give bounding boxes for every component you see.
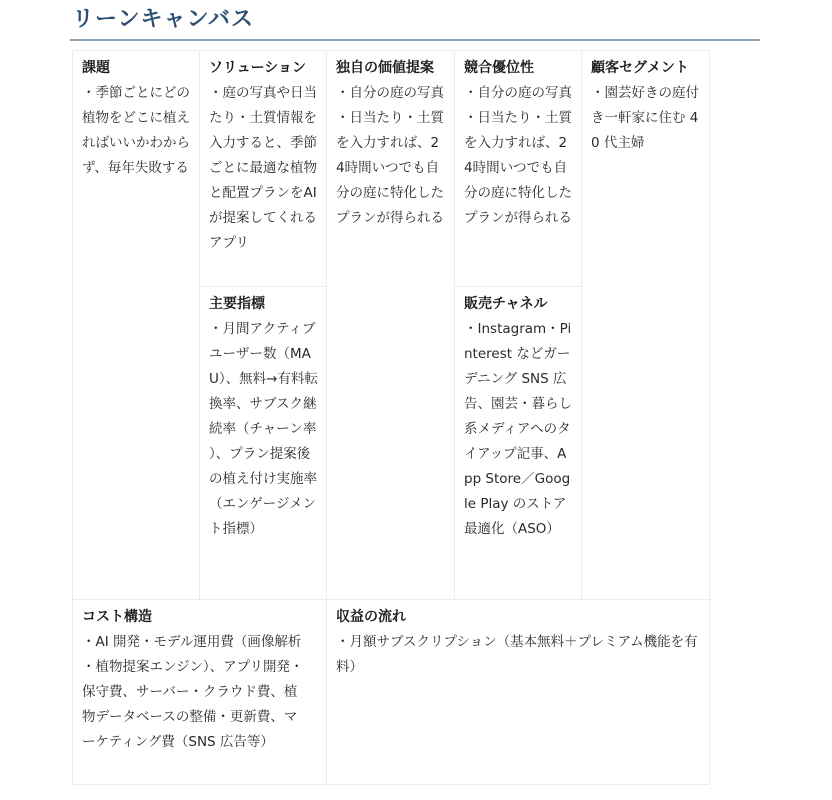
solution-title: ソリューション <box>209 60 307 76</box>
title-divider <box>70 39 760 41</box>
unique-value-proposition-title: 独自の価値提案 <box>336 60 434 76</box>
unique-value-proposition-text: ・自分の庭の写真・日当たり・土質を入力すれば、24時間いつでも自分の庭に特化したプランが得られる <box>336 85 444 226</box>
channels-cell <box>455 287 582 600</box>
cost-structure-cell <box>73 600 327 786</box>
solution-cell <box>200 51 327 287</box>
unfair-advantage-title: 競合優位性 <box>464 60 534 76</box>
solution-text: ・庭の写真や日当たり・土質情報を入力すると、季節ごとに最適な植物と配置プランをAIが提案してくれるアプリ <box>209 85 317 251</box>
unfair-advantage-cell <box>455 51 582 287</box>
cost-structure-text: ・AI 開発・モデル運用費（画像解析・植物提案エンジン）、アプリ開発・保守費、サーバー・クラウド費、植物データベースの整備・更新費、マーケティング費（SNS 広告等） <box>82 634 304 750</box>
unfair-advantage-text: ・自分の庭の写真・日当たり・土質を入力すれば、24時間いつでも自分の庭に特化したプランが得られる <box>464 85 572 226</box>
channels-title: 販売チャネル <box>464 296 548 312</box>
customer-segments-cell <box>582 51 711 600</box>
lean-canvas <box>72 50 710 785</box>
customer-segments-text: ・園芸好きの庭付き一軒家に住む 40 代主婦 <box>591 85 699 151</box>
problem-cell <box>73 51 200 600</box>
key-metrics-cell <box>200 287 327 600</box>
revenue-streams-text: ・月額サブスクリプション（基本無料＋プレミアム機能を有料） <box>336 634 698 675</box>
page-title: リーンキャンバス <box>72 7 255 32</box>
key-metrics-text: ・月間アクティブユーザー数（MAU）、無料→有料転換率、サブスク継続率（チャーン率）、プラン提案後の植え付け実施率（エンゲージメント指標） <box>209 321 318 537</box>
revenue-streams-title: 収益の流れ <box>336 609 406 625</box>
channels-text: ・Instagram・Pinterest などガーデニング SNS 広告、園芸・暮らし系メディアへのタイアップ記事、App Store／Google Play のストア最適化（ASO） <box>464 321 572 537</box>
key-metrics-title: 主要指標 <box>209 296 265 312</box>
customer-segments-title: 顧客セグメント <box>591 60 689 76</box>
revenue-streams-cell <box>327 600 711 786</box>
problem-text: ・季節ごとにどの植物をどこに植えればいいかわからず、毎年失敗する <box>82 85 190 176</box>
cost-structure-title: コスト構造 <box>82 609 152 625</box>
unique-value-proposition-cell <box>327 51 455 600</box>
problem-title: 課題 <box>82 60 110 76</box>
